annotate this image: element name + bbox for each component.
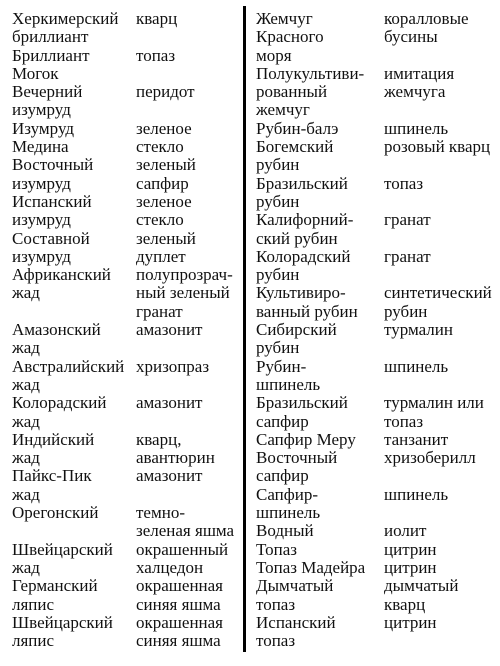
text-line: Индийский: [12, 429, 95, 449]
table-row: [256, 449, 500, 486]
text-line: синяя яшма: [136, 631, 221, 651]
actual-stone-cell: [384, 138, 500, 175]
gem-name-cell: [12, 193, 136, 230]
text-line: Сапфир-: [256, 484, 319, 504]
text-line: Херкимерский: [12, 9, 119, 28]
text-line: сапфир: [256, 466, 309, 486]
text-line: жемчуг: [256, 100, 310, 120]
table-row: [256, 358, 500, 395]
text-line: зеленый: [136, 228, 196, 248]
table-row: [256, 522, 500, 540]
text-line: перидот: [136, 82, 195, 102]
text-line: иолит: [384, 521, 427, 541]
text-line: имитация: [384, 63, 455, 83]
table-row: [256, 577, 500, 614]
table-row: [256, 431, 500, 449]
gem-name-cell: [256, 175, 384, 212]
actual-stone-cell: [136, 431, 240, 468]
table-row: [256, 614, 500, 651]
actual-stone-cell: [384, 10, 500, 65]
table-row: [256, 65, 500, 120]
gem-name-cell: [12, 47, 136, 84]
gem-name-cell: [256, 10, 384, 65]
text-line: Калифорний-: [256, 210, 354, 230]
gem-name-cell: [256, 284, 384, 321]
actual-stone-cell: [136, 120, 240, 157]
gem-name-cell: [256, 120, 384, 138]
actual-stone-cell: [384, 431, 500, 449]
gem-name-cell: [256, 449, 384, 486]
table-row: [12, 504, 240, 541]
gem-name-cell: [256, 431, 384, 449]
text-line: жад: [12, 484, 40, 504]
gem-name-cell: [12, 504, 136, 541]
actual-stone-cell: [384, 65, 500, 120]
text-line: Испанский: [256, 612, 336, 632]
text-line: Бразильский: [256, 393, 348, 413]
actual-stone-cell: [384, 248, 500, 285]
text-line: шпинель: [384, 484, 449, 504]
text-line: Амазонский: [12, 320, 101, 340]
text-line: Орегонский: [12, 503, 99, 523]
actual-stone-cell: [136, 467, 240, 504]
gem-name-cell: [12, 120, 136, 157]
actual-stone-cell: [136, 47, 240, 84]
text-line: амазонит: [136, 393, 203, 413]
table-row: [12, 358, 240, 395]
text-line: Культивиро-: [256, 283, 346, 303]
text-line: изумруд: [12, 246, 71, 266]
text-line: окрашенный: [136, 539, 229, 559]
gem-name-cell: [12, 321, 136, 358]
text-line: дуплет: [136, 246, 186, 266]
text-line: амазонит: [136, 466, 203, 486]
text-line: окрашенная: [136, 612, 224, 632]
text-line: хризоберилл: [384, 448, 476, 468]
text-line: бриллиант: [12, 27, 89, 47]
table-row: [12, 394, 240, 431]
actual-stone-cell: [136, 230, 240, 267]
text-line: жад: [12, 283, 40, 303]
text-line: Африканский: [12, 265, 111, 285]
actual-stone-cell: [136, 541, 240, 578]
gem-name-cell: [256, 559, 384, 577]
actual-stone-cell: [136, 394, 240, 431]
text-line: зеленое: [136, 118, 192, 138]
text-line: синяя яшма: [136, 594, 221, 614]
text-line: Дымчатый: [256, 576, 334, 596]
table-row: [256, 10, 500, 65]
text-line: темно-: [136, 503, 185, 523]
text-line: топаз: [384, 173, 424, 193]
text-line: цитрин: [384, 612, 437, 632]
text-line: топаз: [256, 631, 296, 651]
text-line: топаз: [384, 411, 424, 431]
table-row: [12, 266, 240, 321]
text-line: хризопраз: [136, 356, 210, 376]
gem-name-cell: [256, 65, 384, 120]
table-row: [256, 394, 500, 431]
table-row: [12, 10, 240, 47]
table-row: [12, 120, 240, 157]
text-line: топаз: [256, 594, 296, 614]
gem-name-cell: [256, 522, 384, 540]
gem-name-cell: [12, 358, 136, 395]
actual-stone-cell: [136, 10, 240, 47]
text-line: рубин: [256, 155, 300, 175]
text-line: рованный: [256, 82, 328, 102]
table-row: [12, 431, 240, 468]
text-line: Водный: [256, 521, 314, 541]
text-line: кварц: [136, 9, 178, 28]
text-line: жад: [12, 448, 40, 468]
text-line: ляпис: [12, 594, 55, 614]
text-line: авантюрин: [136, 448, 215, 468]
right-table: [256, 10, 500, 650]
gem-name-cell: [12, 467, 136, 504]
text-line: зеленая яшма: [136, 521, 235, 541]
gem-name-cell: [256, 577, 384, 614]
text-line: сапфир: [256, 411, 309, 431]
column-divider: [243, 6, 246, 652]
text-line: гранат: [384, 210, 431, 230]
actual-stone-cell: [384, 577, 500, 614]
actual-stone-cell: [384, 486, 500, 523]
text-line: топаз: [136, 45, 176, 65]
text-line: гранат: [384, 246, 431, 266]
gem-name-cell: [12, 614, 136, 651]
text-line: розовый кварц: [384, 137, 491, 157]
table-row: [12, 577, 240, 614]
text-line: цитрин: [384, 557, 437, 577]
text-line: бусины: [384, 27, 438, 47]
left-table: [12, 10, 240, 650]
gem-name-cell: [256, 248, 384, 285]
table-row: [256, 541, 500, 559]
text-line: Рубин-: [256, 356, 307, 376]
text-line: изумруд: [12, 210, 71, 230]
text-line: шпинель: [384, 118, 449, 138]
text-line: Составной: [12, 228, 90, 248]
table-row: [256, 321, 500, 358]
text-line: окрашенная: [136, 576, 224, 596]
gem-name-cell: [256, 394, 384, 431]
actual-stone-cell: [384, 211, 500, 248]
table-row: [256, 486, 500, 523]
text-line: жемчуга: [384, 82, 446, 102]
text-line: турмалин: [384, 320, 453, 340]
actual-stone-cell: [384, 321, 500, 358]
table-row: [12, 47, 240, 84]
text-line: рубин: [256, 265, 300, 285]
text-line: рубин: [384, 301, 428, 321]
text-line: шпинель: [384, 356, 449, 376]
text-line: ляпис: [12, 631, 55, 651]
text-line: сапфир: [136, 173, 189, 193]
text-line: Колорадский: [12, 393, 107, 413]
gem-name-cell: [256, 138, 384, 175]
text-line: стекло: [136, 210, 184, 230]
gem-name-cell: [256, 541, 384, 559]
actual-stone-cell: [384, 541, 500, 559]
text-line: рубин: [256, 338, 300, 358]
text-line: Испанский: [12, 191, 92, 211]
text-line: Вечерний: [12, 82, 83, 102]
text-line: изумруд: [12, 173, 71, 193]
actual-stone-cell: [384, 175, 500, 212]
text-line: Жемчуг: [256, 9, 313, 28]
text-line: ский рубин: [256, 228, 338, 248]
text-line: синтетический: [384, 283, 492, 303]
text-line: ный зеленый: [136, 283, 230, 303]
text-line: Германский: [12, 576, 98, 596]
text-line: Полукультиви-: [256, 63, 365, 83]
actual-stone-cell: [384, 614, 500, 651]
actual-stone-cell: [136, 321, 240, 358]
text-line: Австралийский: [12, 356, 125, 376]
text-line: зеленое: [136, 191, 192, 211]
text-line: Восточный: [12, 155, 94, 175]
actual-stone-cell: [136, 614, 240, 651]
table-row: [12, 230, 240, 267]
actual-stone-cell: [136, 504, 240, 541]
table-row: [12, 83, 240, 120]
gem-name-cell: [256, 358, 384, 395]
gem-name-cell: [12, 394, 136, 431]
text-line: жад: [12, 411, 40, 431]
table-row: [12, 467, 240, 504]
gem-name-cell: [12, 266, 136, 321]
actual-stone-cell: [136, 577, 240, 614]
actual-stone-cell: [384, 394, 500, 431]
actual-stone-cell: [136, 266, 240, 321]
text-line: рубин: [256, 191, 300, 211]
gem-name-cell: [256, 486, 384, 523]
text-line: Колорадский: [256, 246, 351, 266]
table-row: [12, 541, 240, 578]
gem-name-cell: [12, 577, 136, 614]
gem-name-cell: [256, 211, 384, 248]
actual-stone-cell: [384, 358, 500, 395]
text-line: турмалин или: [384, 393, 484, 413]
text-line: зеленый: [136, 155, 196, 175]
text-line: Топаз: [256, 539, 297, 559]
actual-stone-cell: [384, 559, 500, 577]
table-row: [12, 614, 240, 651]
actual-stone-cell: [136, 193, 240, 230]
text-line: Восточный: [256, 448, 338, 468]
table-row: [12, 321, 240, 358]
text-line: жад: [12, 374, 40, 394]
text-line: коралловые: [384, 9, 469, 28]
text-line: Швейцарский: [12, 539, 113, 559]
gem-name-cell: [256, 321, 384, 358]
text-line: Топаз Мадейра: [256, 557, 366, 577]
gem-name-cell: [12, 156, 136, 193]
text-line: Бриллиант: [12, 45, 90, 65]
table-row: [12, 156, 240, 193]
table-row: [256, 248, 500, 285]
table-row: [256, 284, 500, 321]
text-line: Сибирский: [256, 320, 337, 340]
text-line: кварц,: [136, 429, 182, 449]
text-line: моря: [256, 45, 292, 65]
actual-stone-cell: [136, 156, 240, 193]
text-line: изумруд: [12, 100, 71, 120]
text-line: Красного: [256, 27, 324, 47]
text-line: танзанит: [384, 429, 449, 449]
text-line: стекло: [136, 137, 184, 157]
text-line: жад: [12, 557, 40, 577]
text-line: шпинель: [256, 503, 321, 523]
text-line: халцедон: [136, 557, 204, 577]
gem-name-cell: [12, 83, 136, 120]
table-row: [256, 559, 500, 577]
text-line: Рубин-балэ: [256, 118, 339, 138]
actual-stone-cell: [136, 358, 240, 395]
text-line: амазонит: [136, 320, 203, 340]
text-line: ванный рубин: [256, 301, 358, 321]
table-row: [256, 175, 500, 212]
text-line: кварц: [384, 594, 426, 614]
gem-name-cell: [12, 541, 136, 578]
table-row: [256, 138, 500, 175]
table-row: [256, 211, 500, 248]
text-line: полупрозрач-: [136, 265, 233, 285]
text-line: жад: [12, 338, 40, 358]
text-line: Сапфир Меру: [256, 429, 356, 449]
text-line: Изумруд: [12, 118, 75, 138]
text-line: шпинель: [256, 374, 321, 394]
text-line: цитрин: [384, 539, 437, 559]
text-line: дымчатый: [384, 576, 459, 596]
text-line: Пайкс-Пик: [12, 466, 92, 486]
gem-name-cell: [256, 614, 384, 651]
actual-stone-cell: [384, 522, 500, 540]
text-line: гранат: [136, 301, 183, 321]
actual-stone-cell: [384, 449, 500, 486]
gem-name-cell: [12, 230, 136, 267]
table-row: [256, 120, 500, 138]
table-row: [12, 193, 240, 230]
text-line: Швейцарский: [12, 612, 113, 632]
gem-name-cell: [12, 10, 136, 47]
text-line: Могок: [12, 63, 59, 83]
text-line: Бразильский: [256, 173, 348, 193]
gem-name-cell: [12, 431, 136, 468]
text-line: Богемский: [256, 137, 334, 157]
actual-stone-cell: [136, 83, 240, 120]
actual-stone-cell: [384, 120, 500, 138]
text-line: Медина: [12, 137, 69, 157]
actual-stone-cell: [384, 284, 500, 321]
